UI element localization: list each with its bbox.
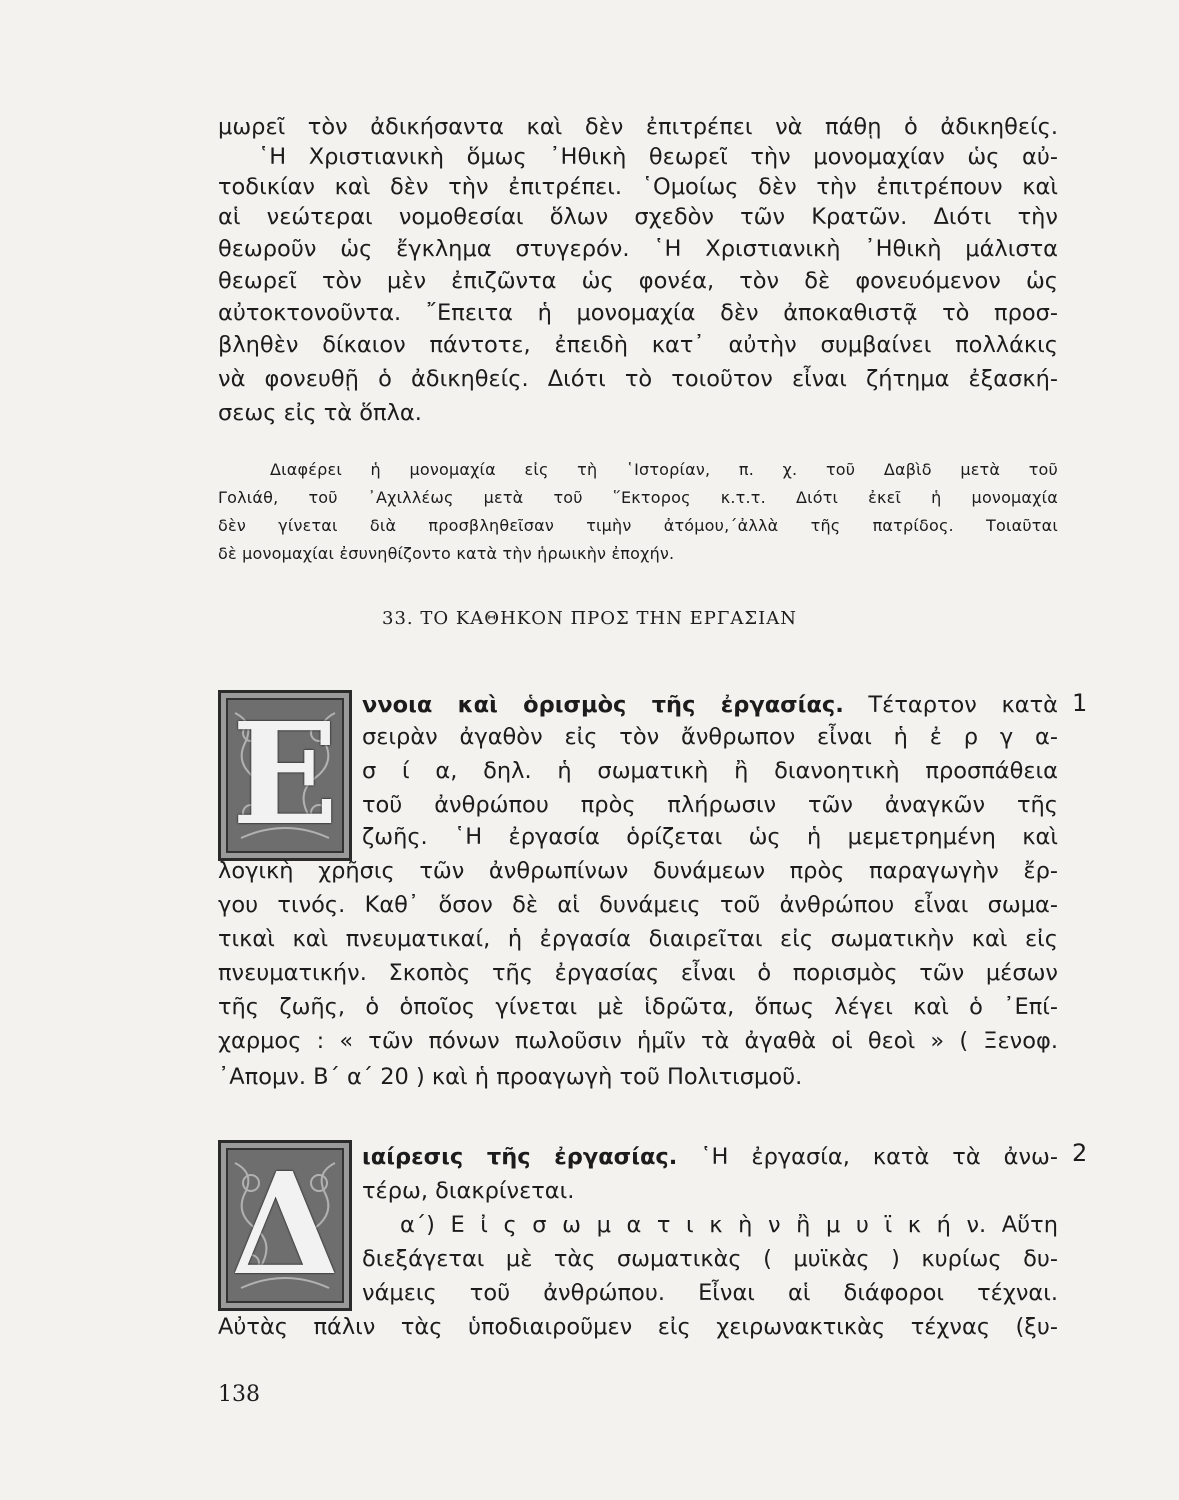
text-line: πνευματικήν. Σκοπὸς τῆς ἐργασίας εἶναι ὁ πορισμὸς τῶν μέσων bbox=[218, 960, 1058, 986]
note-line: Διαφέρει ἡ μονομαχία εἰς τὴ ῾Ιστορίαν, π. χ. τοῦ Δαβὶδ μετὰ τοῦ bbox=[270, 460, 1058, 479]
text-line: διεξάγεται μὲ τὰς σωματικὰς ( μυϊκὰς ) κυρίως δυ- bbox=[362, 1246, 1058, 1272]
text-line: Αὐτὰς πάλιν τὰς ὑποδιαιροῦμεν εἰς χειρωνακτικὰς τέχνας (ξυ- bbox=[218, 1314, 1058, 1340]
section-title: ιαίρεσις τῆς ἐργασίας. bbox=[362, 1144, 678, 1170]
text-line: σεως εἰς τὰ ὅπλα. bbox=[218, 400, 422, 426]
text-line: γου τινός. Καθ᾿ ὅσον δὲ αἱ δυνάμεις τοῦ ἀνθρώπου εἶναι σωμα- bbox=[218, 892, 1058, 918]
section-title: ννοια καὶ ὁρισμὸς τῆς ἐργασίας. bbox=[362, 692, 844, 718]
page-number: 138 bbox=[218, 1382, 260, 1407]
text-line: θεωρεῖ τὸν μὲν ἐπιζῶντα ὡς φονέα, τὸν δὲ φονευόμενον ὡς bbox=[218, 268, 1058, 294]
text-line: τῆς ζωῆς, ὁ ὁποῖος γίνεται μὲ ἱδρῶτα, ὅπως λέγει καὶ ὁ ᾿Επί- bbox=[218, 994, 1058, 1020]
ornamental-dropcap bbox=[218, 1140, 352, 1311]
ornamental-dropcap bbox=[218, 690, 352, 861]
text-line: νάμεις τοῦ ἀνθρώπου. Εἶναι αἱ διάφοροι τέχναι. bbox=[362, 1280, 1058, 1306]
note-line: δὲ μονομαχίαι ἐσυνηθίζοντο κατὰ τὴν ἡρωικὴν ἐποχήν. bbox=[218, 544, 675, 563]
text-line: λογικὴ χρῆσις τῶν ἀνθρωπίνων δυνάμεων πρὸς παραγωγὴν ἔρ- bbox=[218, 858, 1058, 884]
text-line bbox=[362, 1142, 1058, 1172]
margin-number: 1 bbox=[1072, 689, 1088, 717]
text-line: ῾Η Χριστιανικὴ ὅμως ᾿Ηθικὴ θεωρεῖ τὴν μονομαχίαν ὡς αὐ- bbox=[258, 144, 1058, 170]
text-line: τικαὶ καὶ πνευματικαί, ἡ ἐργασία διαιρεῖται εἰς σωματικὴν καὶ εἰς bbox=[218, 926, 1058, 952]
text-line: μωρεῖ τὸν ἀδικήσαντα καὶ δὲν ἐπιτρέπει νὰ πάθῃ ὁ ἀδικηθείς. bbox=[218, 114, 1058, 140]
text-line: σ ί α, δηλ. ἡ σωματικὴ ἢ διανοητικὴ προσπάθεια bbox=[362, 758, 1058, 784]
text-line: αὐτοκτονοῦντα. ῎Επειτα ἡ μονομαχία δὲν ἀποκαθιστᾷ τὸ προσ- bbox=[218, 300, 1058, 326]
dropcap-letter: Ε bbox=[231, 693, 339, 857]
text-line: α΄) Ε ἰ ς σ ω μ α τ ι κ ὴ ν ἢ μ υ ϊ κ ή ν. Αὕτη bbox=[400, 1212, 1058, 1238]
dropcap-letter: Δ bbox=[230, 1143, 340, 1307]
title-continuation: ῾Η ἐργασία, κατὰ τὰ ἀνω- bbox=[677, 1144, 1058, 1170]
text-line: τοδικίαν καὶ δὲν τὴν ἐπιτρέπει. ῾Ομοίως δὲν τὴν ἐπιτρέπουν καὶ bbox=[218, 174, 1058, 200]
text-line bbox=[362, 690, 1058, 720]
title-continuation: Τέταρτον κατὰ bbox=[843, 692, 1058, 718]
text-line: τέρω, διακρίνεται. bbox=[362, 1178, 575, 1204]
text-line: νὰ φονευθῇ ὁ ἀδικηθείς. Διότι τὸ τοιοῦτον εἶναι ζήτημα ἐξασκή- bbox=[218, 366, 1058, 392]
text-line: αἱ νεώτεραι νομοθεσίαι ὅλων σχεδὸν τῶν Κρατῶν. Διότι τὴν bbox=[218, 204, 1058, 230]
text-line: ᾿Απομν. Β΄ α΄ 20 ) καὶ ἡ προαγωγὴ τοῦ Πολιτισμοῦ. bbox=[218, 1064, 803, 1090]
note-line: Γολιάθ, τοῦ ᾿Αχιλλέως μετὰ τοῦ ῞Εκτορος κ.τ.τ. Διότι ἐκεῖ ἡ μονομαχία bbox=[218, 488, 1058, 507]
text-line: σειρὰν ἀγαθὸν εἰς τὸν ἄνθρωπον εἶναι ἡ ἐ ρ γ α- bbox=[362, 724, 1058, 750]
text-line: θεωροῦν ὡς ἔγκλημα στυγερόν. ῾Η Χριστιανικὴ ᾿Ηθικὴ μάλιστα bbox=[218, 236, 1058, 262]
section-heading: 33. ΤΟ ΚΑΘΗΚΟΝ ΠΡΟΣ ΤΗΝ ΕΡΓΑΣΙΑΝ bbox=[382, 608, 797, 629]
text-line: βληθὲν δίκαιον πάντοτε, ἐπειδὴ κατ᾿ αὐτὴν συμβαίνει πολλάκις bbox=[218, 332, 1058, 358]
note-line: δὲν γίνεται διὰ προσβληθεῖσαν τιμὴν ἀτόμου,΄ἀλλὰ τῆς πατρίδος. Τοιαῦται bbox=[218, 516, 1058, 535]
margin-number: 2 bbox=[1072, 1139, 1088, 1167]
text-line: τοῦ ἀνθρώπου πρὸς πλήρωσιν τῶν ἀναγκῶν τῆς bbox=[362, 792, 1058, 818]
text-line: χαρμος : « τῶν πόνων πωλοῦσιν ἡμῖν τὰ ἀγαθὰ οἱ θεοὶ » ( Ξενοφ. bbox=[218, 1028, 1058, 1054]
text-line: ζωῆς. ῾Η ἐργασία ὁρίζεται ὡς ἡ μεμετρημένη καὶ bbox=[362, 824, 1058, 850]
